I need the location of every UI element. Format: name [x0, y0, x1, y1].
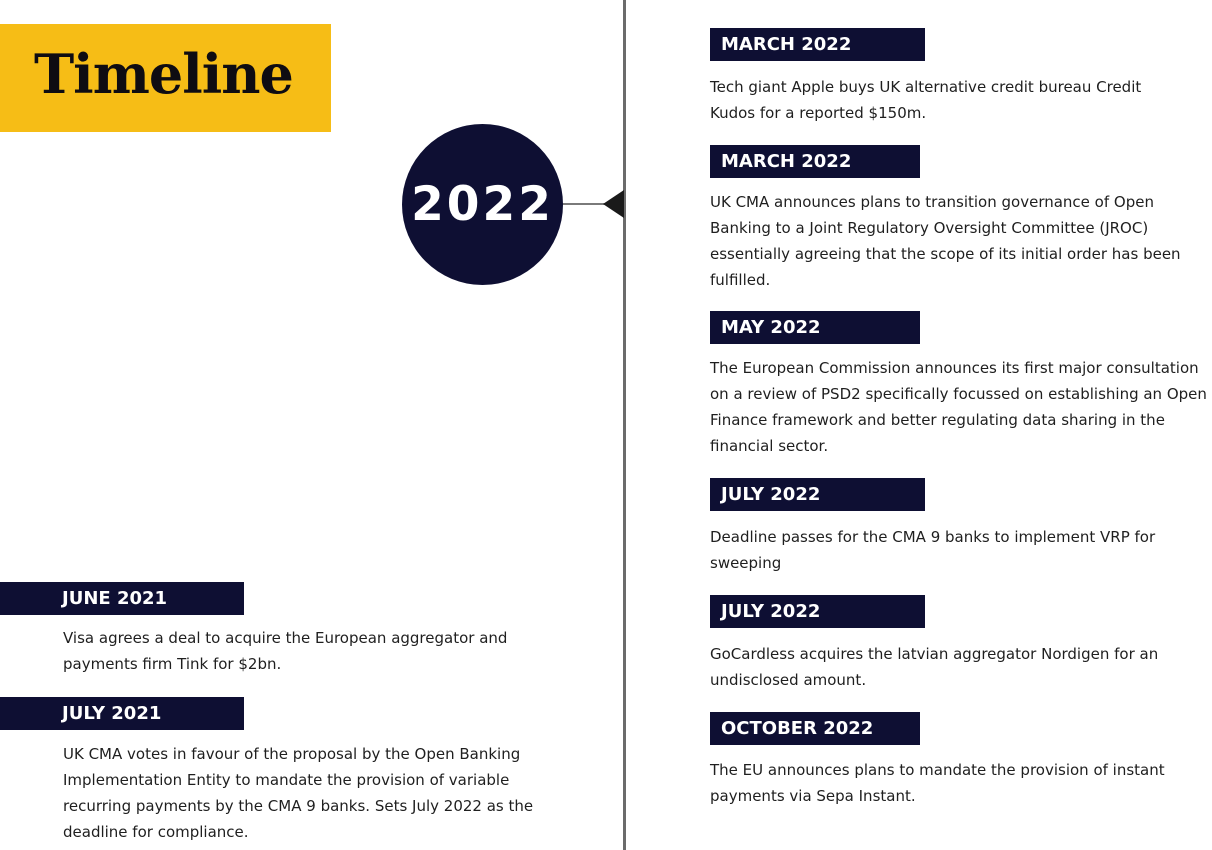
event-text-right-5: GoCardless acquires the latvian aggregator Nordigen for an undisclosed amount. — [710, 645, 1159, 689]
event-text-right-6: The EU announces plans to mandate the provision of instant payments via Sepa Instant. — [710, 761, 1165, 805]
year-label: 2022 — [411, 177, 554, 232]
event-text-right-4: Deadline passes for the CMA 9 banks to implement VRP for sweeping — [710, 528, 1156, 572]
event-date-right-3: MAY 2022 — [710, 311, 920, 344]
event-date-left-2: JULY 2021 — [0, 697, 244, 730]
event-date-right-4: JULY 2022 — [710, 478, 925, 511]
event-date-right-5: JULY 2022 — [710, 595, 925, 628]
event-text-right-3: The European Commission announces its first major consultation on a review of PSD2 specifically focussed on establishing an Open Finance framework and better regulating data sharing in the financial sector. — [710, 359, 1207, 455]
arrow-left-icon — [603, 190, 624, 218]
event-date-left-1: JUNE 2021 — [0, 582, 244, 615]
event-date-right-1: MARCH 2022 — [710, 28, 925, 61]
page-title: Timeline — [34, 42, 293, 106]
timeline-axis — [623, 0, 626, 850]
event-text-left-1: Visa agrees a deal to acquire the European aggregator and payments firm Tink for $2bn. — [63, 629, 508, 673]
event-text-right-2: UK CMA announces plans to transition governance of Open Banking to a Joint Regulatory Oversight Committee (JROC) essentially agreeing that the scope of its initial order has been fulfilled. — [710, 193, 1181, 289]
event-date-right-2: MARCH 2022 — [710, 145, 920, 178]
event-text-right-1: Tech giant Apple buys UK alternative credit bureau Credit Kudos for a reported $150m. — [710, 78, 1142, 122]
year-marker — [402, 124, 563, 285]
event-date-right-6: OCTOBER 2022 — [710, 712, 920, 745]
event-text-left-2: UK CMA votes in favour of the proposal by the Open Banking Implementation Entity to mandate the provision of variable recurring payments by the CMA 9 banks. Sets July 2022 as the deadline for compliance. — [63, 745, 534, 841]
